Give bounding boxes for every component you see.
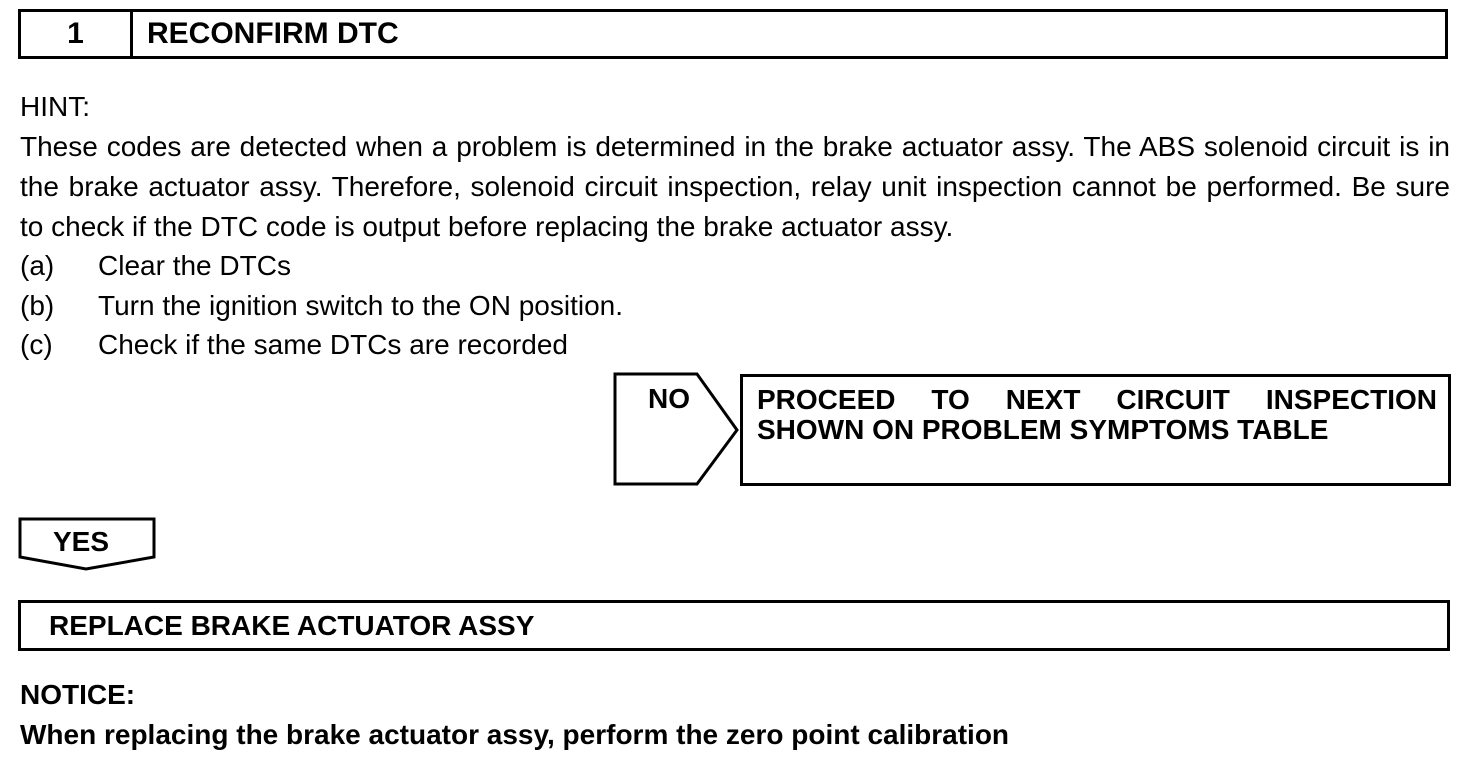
- step-header: [18, 9, 1448, 59]
- step-item-text: Check if the same DTCs are recorded: [98, 329, 568, 360]
- step-item-text: Clear the DTCs: [98, 250, 291, 281]
- yes-label: YES: [53, 526, 110, 557]
- step-item-b: [20, 286, 623, 326]
- notice-label: NOTICE:: [20, 679, 136, 710]
- step-item-label: (c): [20, 329, 53, 360]
- step-item-a: [20, 246, 291, 286]
- step-item-text: Turn the ignition switch to the ON position.: [98, 290, 623, 321]
- step-item-label: (b): [20, 290, 55, 321]
- no-label: NO: [648, 383, 690, 414]
- step-item-c: [20, 325, 568, 365]
- step-item-label: (a): [20, 250, 55, 281]
- hint-text: These codes are detected when a problem is determined in the brake actuator assy. The ABS solenoid circuit is in the brake actuator assy. Therefore, solenoid circuit inspection, relay unit inspection cannot be performed. Be sure to check if the DTC code is output before replacing the brake actuator assy.: [20, 131, 1450, 242]
- no-result-box: [740, 374, 1451, 486]
- action-text: REPLACE BRAKE ACTUATOR ASSY: [49, 609, 535, 641]
- step-number: 1: [21, 12, 133, 56]
- no-result-text: [757, 385, 1437, 445]
- no-result-line2: SHOWN ON PROBLEM SYMPTOMS TABLE: [757, 414, 1329, 445]
- notice-text: When replacing the brake actuator assy, perform the zero point calibration: [20, 719, 1010, 750]
- hint-label: HINT:: [20, 91, 90, 122]
- action-box: [18, 600, 1450, 651]
- step-title: RECONFIRM DTC: [147, 17, 399, 50]
- no-result-line1: PROCEED TO NEXT CIRCUIT INSPECTION: [757, 384, 1437, 415]
